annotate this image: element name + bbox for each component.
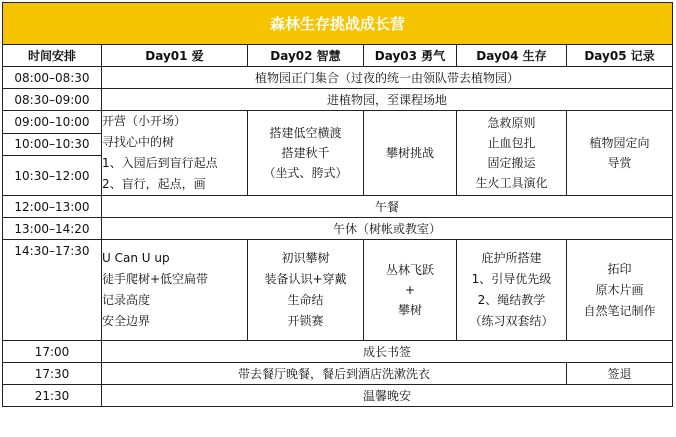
header-day1: Day01 爱 (102, 45, 248, 67)
time-cell: 10:30–12:00 (3, 156, 102, 196)
morning-day4-cell (457, 111, 567, 196)
activity-line: 攀树挑战 (385, 146, 434, 160)
activity-line: 拓印 (607, 261, 632, 276)
activity-line: （练习双套结） (469, 314, 554, 328)
morning-day2-cell (248, 111, 364, 196)
lunch-cell: 午餐 (102, 196, 673, 218)
activity-line: 搭建秋千 (281, 146, 330, 160)
activity-line: U Can U up (102, 251, 170, 265)
enter-cell: 进植物园，至课程场地 (102, 89, 673, 111)
activity-line: 1、入园后到盲行起点 (102, 156, 218, 170)
activity-line: 2、绳结教学 (477, 293, 546, 307)
afternoon-day3-cell (364, 240, 457, 341)
header-row (3, 45, 673, 67)
time-cell: 13:00–14:20 (3, 218, 102, 240)
activity-line: 徒手爬树+低空扁带 (102, 272, 209, 286)
header-day5: Day05 记录 (567, 45, 673, 67)
activity-line: 初识攀树 (281, 251, 330, 265)
activity-line: 急救原则 (487, 116, 536, 130)
schedule-title: 森林生存挑战成长营 (3, 3, 673, 45)
activity-line: 自然笔记制作 (583, 303, 656, 318)
time-cell: 08:30–09:00 (3, 89, 102, 111)
activity-line: （坐式、胯式） (263, 166, 348, 180)
time-cell: 14:30–17:30 (3, 240, 102, 341)
activity-line: 原木片画 (595, 282, 644, 297)
header-day4: Day04 生存 (457, 45, 567, 67)
checkout-cell: 签退 (567, 363, 673, 385)
activity-line: + (404, 283, 416, 297)
activity-line: 搭建低空横渡 (269, 126, 342, 140)
time-cell: 12:00–13:00 (3, 196, 102, 218)
activity-line: 开锁赛 (287, 314, 324, 328)
morning-day1-cell (102, 111, 248, 196)
time-cell: 17:00 (3, 341, 102, 363)
afternoon-day1-cell (102, 240, 248, 341)
afternoon-day5-cell (567, 240, 673, 341)
time-cell: 10:00–10:30 (3, 133, 102, 156)
row-1700 (3, 341, 673, 363)
activity-line: 生火工具演化 (475, 176, 548, 190)
title-row (3, 3, 673, 45)
morning-day5-cell (567, 111, 673, 196)
activity-line: 记录高度 (102, 293, 151, 307)
time-cell: 09:00–10:00 (3, 111, 102, 134)
nap-cell: 午休（树帐或教室） (102, 218, 673, 240)
row-1300 (3, 218, 673, 240)
afternoon-day4-cell (457, 240, 567, 341)
activity-line: 止血包扎 (487, 136, 536, 150)
row-0800 (3, 67, 673, 89)
activity-line: 2、盲行，起点，画 (102, 177, 206, 191)
gather-cell: 植物园正门集合（过夜的统一由领队带去植物园） (102, 67, 673, 89)
activity-line: 导赏 (607, 156, 632, 170)
header-day2: Day02 智慧 (248, 45, 364, 67)
activity-line: 攀树 (397, 303, 422, 317)
row-0900 (3, 111, 673, 134)
activity-line: 开营（小开场） (102, 114, 187, 128)
activity-line: 安全边界 (102, 314, 151, 328)
row-0830 (3, 89, 673, 111)
activity-line: 植物园定向 (589, 136, 650, 150)
morning-day3-cell (364, 111, 457, 196)
dinner-cell: 带去餐厅晚餐，餐后到酒店洗漱洗衣 (102, 363, 567, 385)
afternoon-day2-cell (248, 240, 364, 341)
activity-line: 庇护所搭建 (481, 251, 542, 265)
activity-line: 固定搬运 (487, 156, 536, 170)
activity-line: 丛林飞跃 (385, 263, 434, 277)
time-cell: 21:30 (3, 385, 102, 407)
activity-line: 生命结 (287, 293, 324, 307)
header-day3: Day03 勇气 (364, 45, 457, 67)
row-1730 (3, 363, 673, 385)
header-time: 时间安排 (3, 45, 102, 67)
row-1430 (3, 240, 673, 341)
activity-line: 1、引导优先级 (471, 272, 552, 286)
row-2130 (3, 385, 673, 407)
activity-line: 寻找心中的树 (102, 135, 175, 149)
camp-schedule-table (2, 2, 673, 407)
goodnight-cell: 温馨晚安 (102, 385, 673, 407)
row-1200 (3, 196, 673, 218)
time-cell: 17:30 (3, 363, 102, 385)
growth-book-cell: 成长书签 (102, 341, 673, 363)
time-cell: 08:00–08:30 (3, 67, 102, 89)
activity-line: 装备认识+穿戴 (264, 272, 347, 286)
